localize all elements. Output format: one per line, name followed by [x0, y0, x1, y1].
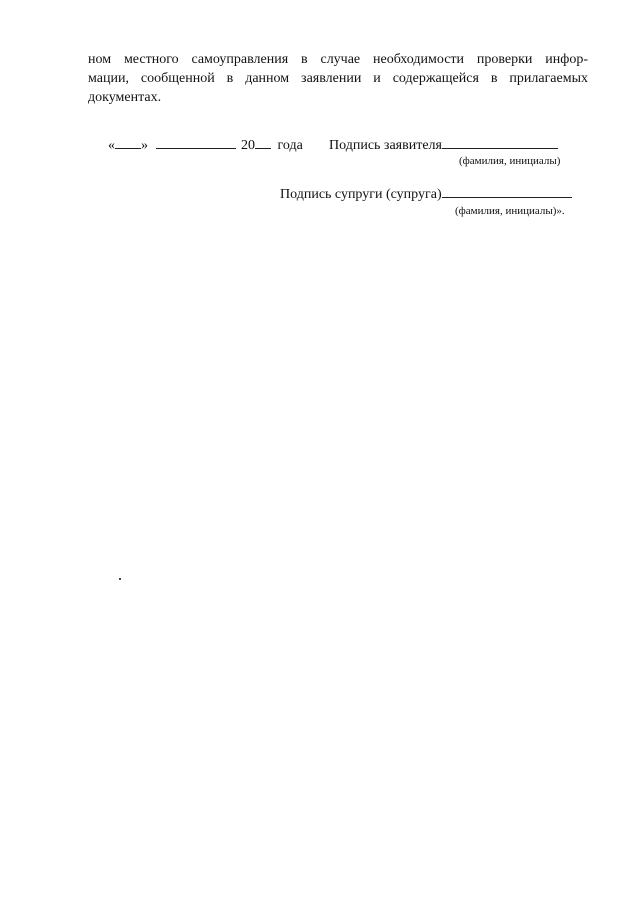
date-open-quote: « [108, 138, 115, 153]
year-prefix: 20 [241, 138, 255, 153]
applicant-name-caption: (фамилия, инициалы) [459, 155, 561, 167]
spouse-signature-line [280, 185, 572, 203]
day-blank[interactable] [115, 136, 141, 149]
body-paragraph [88, 50, 588, 107]
paragraph-line-3: документах. [88, 90, 162, 105]
year-word: года [277, 138, 303, 153]
spouse-signature-label: Подпись супруги (супруга) [280, 187, 442, 202]
paragraph-line-2: мации, сообщенной в данном заявлении и содержащейся в прилагаемых [88, 71, 588, 86]
applicant-signature-line [329, 136, 558, 154]
date-line [108, 136, 303, 154]
date-close-quote: » [141, 138, 148, 153]
year-blank[interactable] [255, 136, 271, 149]
scan-speck [119, 578, 121, 580]
paragraph-line-1: ном местного самоуправления в случае необходимости проверки инфор- [88, 52, 588, 67]
month-blank[interactable] [156, 136, 236, 149]
applicant-signature-label: Подпись заявителя [329, 138, 442, 153]
spouse-name-caption: (фамилия, инициалы)». [455, 205, 565, 217]
applicant-signature-blank[interactable] [442, 136, 558, 149]
spouse-signature-blank[interactable] [442, 185, 572, 198]
